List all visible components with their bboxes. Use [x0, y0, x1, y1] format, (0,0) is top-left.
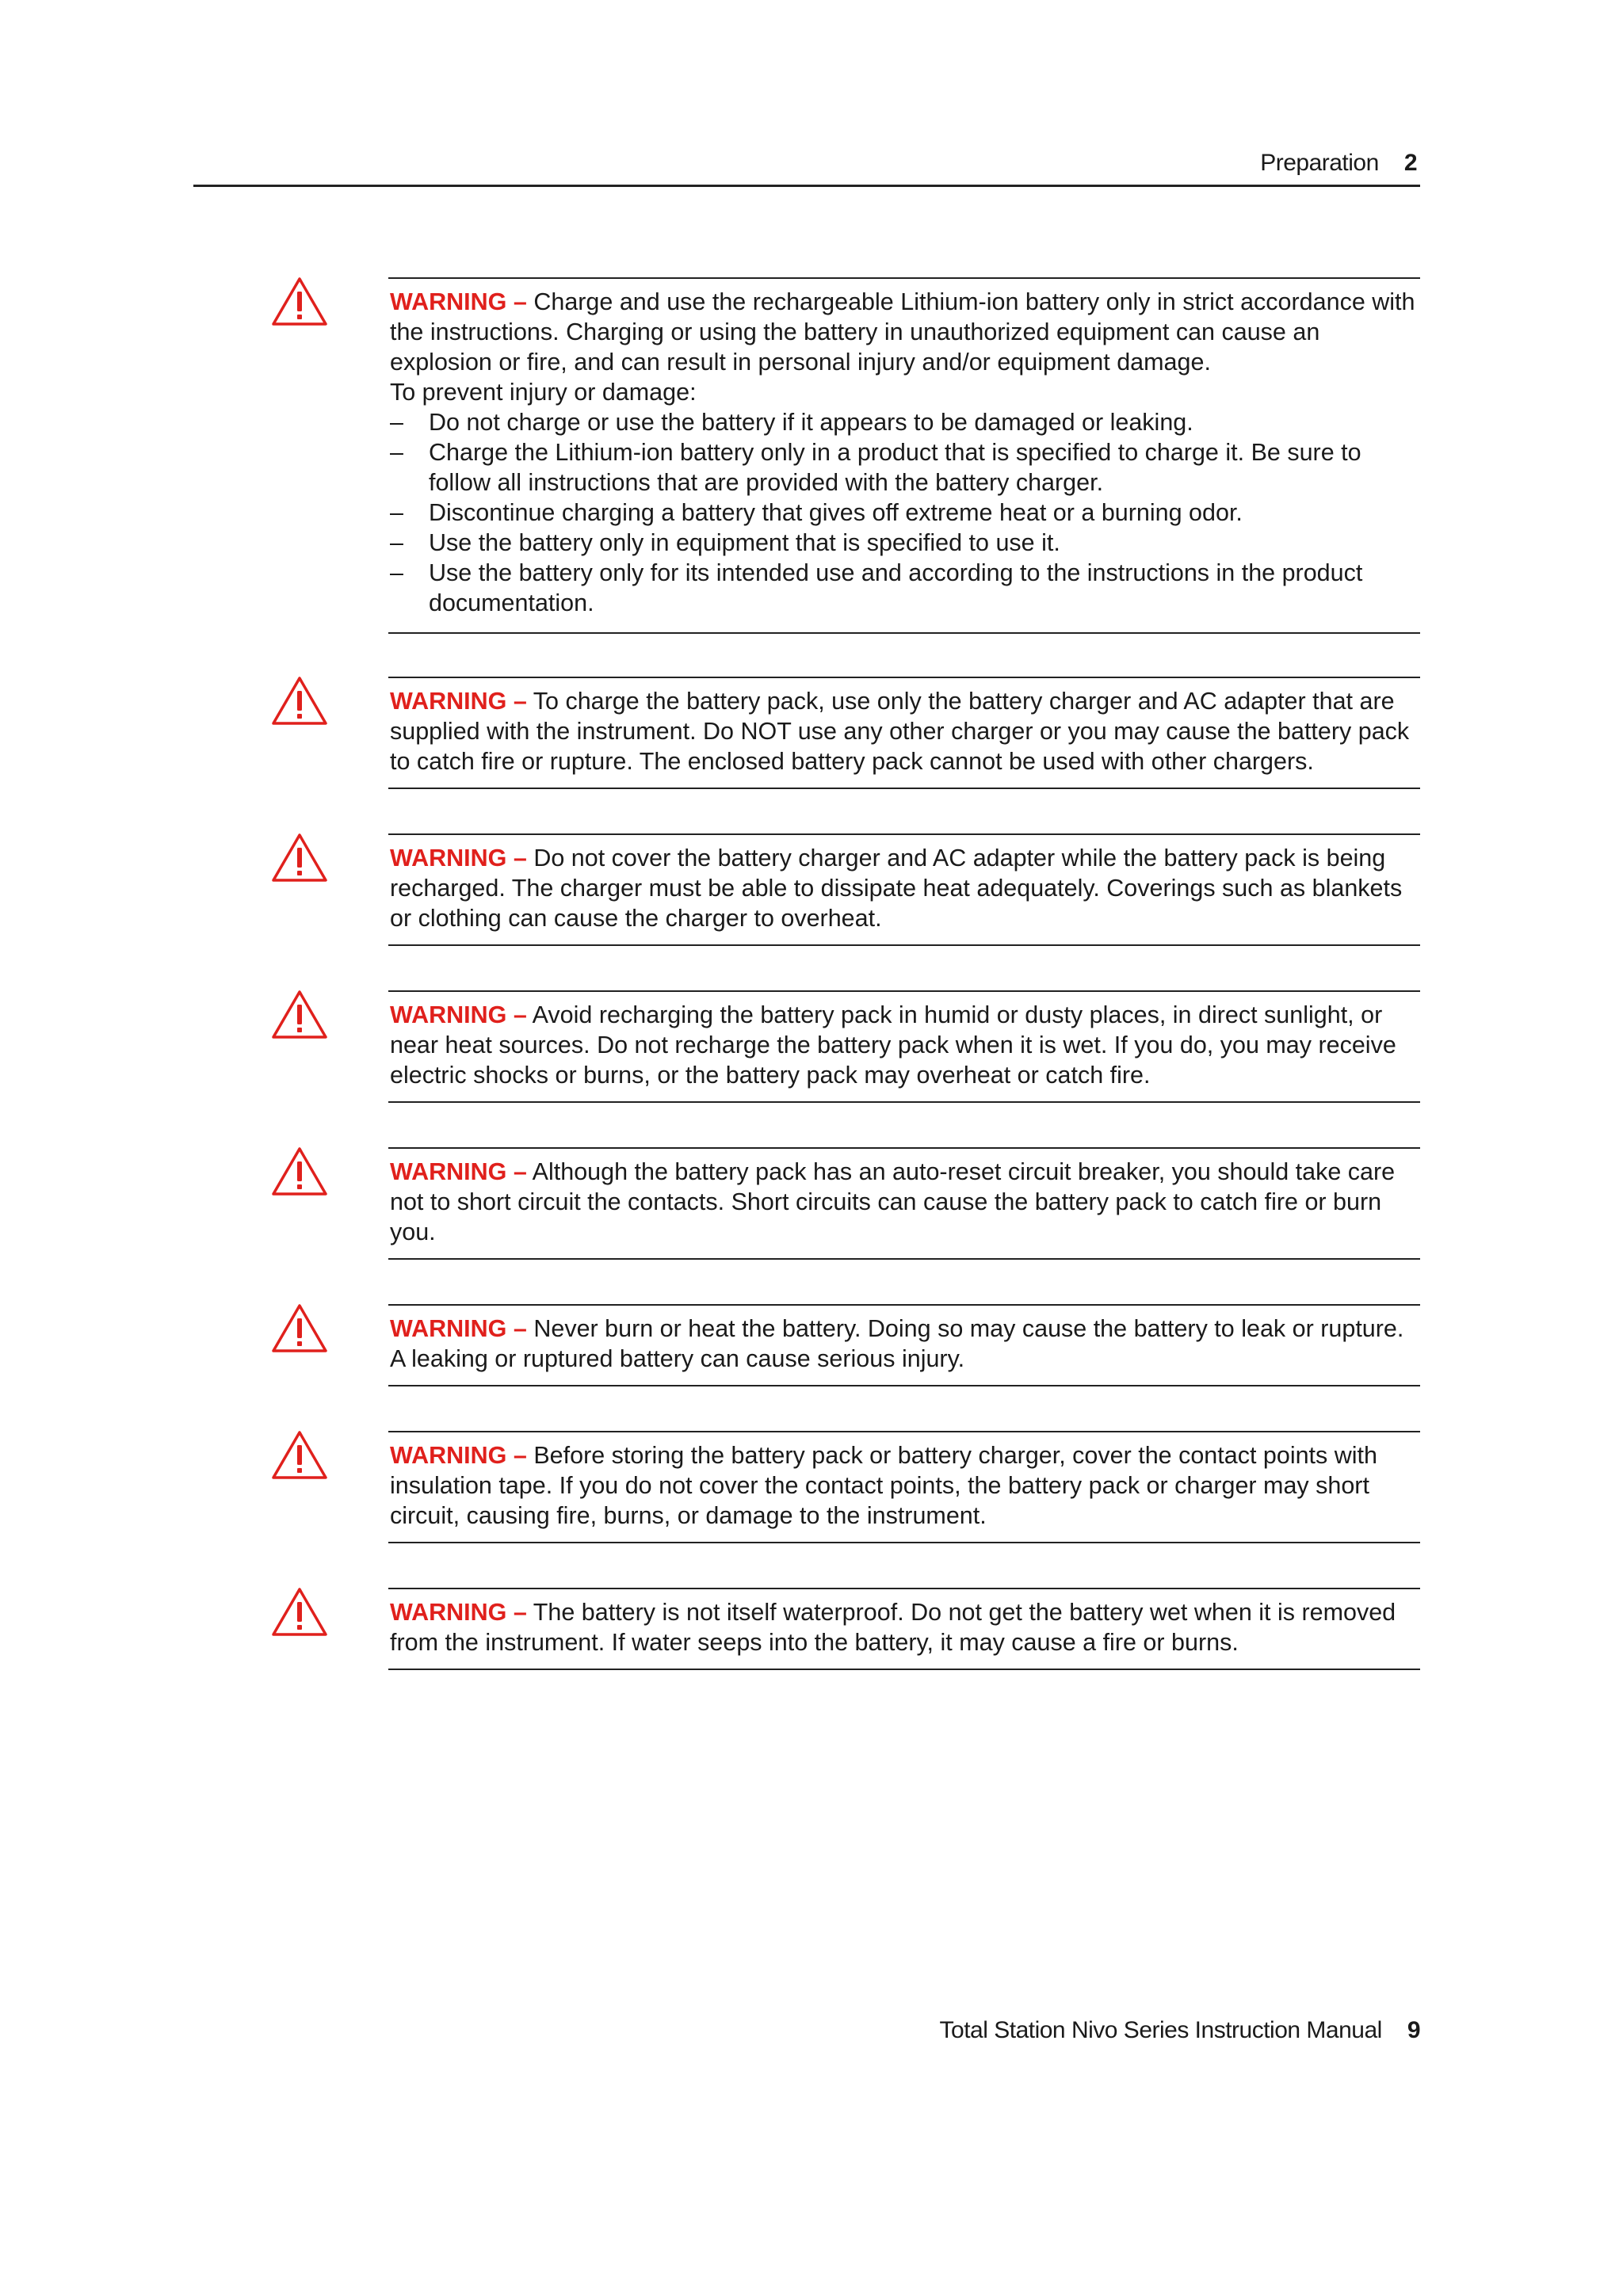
warning-label: WARNING –	[390, 688, 527, 715]
warning-triangle-icon	[271, 989, 328, 1039]
warning-label: WARNING –	[390, 1442, 527, 1469]
list-item: – Use the battery only for its intended use and according to the instructions in the product documentation.	[390, 559, 1363, 616]
footer-page-number: 9	[1407, 2017, 1420, 2043]
warning-triangle-icon	[271, 1429, 328, 1480]
warning-label: WARNING –	[390, 1158, 527, 1185]
list-item: – Use the battery only in equipment that is specified to use it.	[390, 529, 1060, 556]
warning-label: WARNING –	[390, 1599, 527, 1626]
warning-label: WARNING –	[390, 1315, 527, 1342]
warning-text: WARNING – Charge and use the rechargeable Lithium-ion battery only in strict accordance with the instructions. Charging or using the battery in unauthorized equipment can cause an explosion or fire, and can result in personal injury and/or equipment damage.	[390, 288, 1415, 376]
warning-triangle-icon	[271, 1146, 328, 1196]
warning-text: WARNING – Avoid recharging the battery pack in humid or dusty places, in direct sunlight, or near heat sources. Do not recharge the battery pack when it is wet. If you do, you may receive electric shocks or burns, or the battery pack may overheat or catch fire.	[390, 1001, 1396, 1089]
warning-triangle-icon	[271, 832, 328, 883]
warning-triangle-icon	[271, 1586, 328, 1637]
warning-box	[388, 1431, 1420, 1543]
warning-box	[388, 1588, 1420, 1670]
warning-triangle-icon	[271, 276, 328, 326]
list-item: – Do not charge or use the battery if it appears to be damaged or leaking.	[390, 409, 1193, 436]
warning-box	[388, 1304, 1420, 1386]
warning-label: WARNING –	[390, 288, 527, 315]
header-chapter-number: 2	[1403, 150, 1417, 176]
warning-text: WARNING – Never burn or heat the battery. Doing so may cause the battery to leak or rupture. A leaking or ruptured battery can cause serious injury.	[390, 1315, 1404, 1372]
header-section-title: Preparation	[1260, 150, 1379, 176]
warning-box	[388, 990, 1420, 1103]
warning-text: WARNING – Before storing the battery pack or battery charger, cover the contact points with insulation tape. If you do not cover the contact points, the battery pack or charger may short circuit, causing fire, burns, or damage to the instrument.	[390, 1442, 1377, 1529]
warning-text: WARNING – Although the battery pack has an auto-reset circuit breaker, you should take care not to short circuit the contacts. Short circuits can cause the battery pack to catch fire or burn you.	[390, 1158, 1396, 1245]
warning-label: WARNING –	[390, 845, 527, 871]
page-header	[193, 0, 1420, 187]
warning-text: WARNING – To charge the battery pack, use only the battery charger and AC adapter that are supplied with the instrument. Do NOT use any other charger or you may cause the battery pack to catch fire or rupture. The enclosed battery pack cannot be used with other chargers.	[390, 688, 1410, 775]
warning-box	[388, 833, 1420, 946]
warning-bullet-list	[390, 407, 1420, 618]
list-item: – Discontinue charging a battery that gives off extreme heat or a burning odor.	[390, 499, 1243, 526]
warning-box	[388, 277, 1420, 634]
warning-box	[388, 677, 1420, 789]
list-item: – Charge the Lithium-ion battery only in a product that is specified to charge it. Be sure to follow all instructions that are provided with the battery charger.	[390, 439, 1361, 496]
warning-text: WARNING – The battery is not itself waterproof. Do not get the battery wet when it is removed from the instrument. If water seeps into the battery, it may cause a fire or burns.	[390, 1599, 1396, 1656]
warning-text: WARNING – Do not cover the battery charger and AC adapter while the battery pack is being recharged. The charger must be able to dissipate heat adequately. Coverings such as blankets or clothing can cause the charger to overheat.	[390, 845, 1403, 932]
warning-box	[388, 1147, 1420, 1260]
warning-intro: To prevent injury or damage:	[390, 379, 697, 406]
page-footer	[940, 2017, 1420, 2044]
warning-triangle-icon	[271, 1302, 328, 1353]
running-header	[1260, 150, 1417, 177]
warning-triangle-icon	[271, 675, 328, 726]
footer-manual-title: Total Station Nivo Series Instruction Manual	[939, 2017, 1382, 2043]
warning-label: WARNING –	[390, 1001, 527, 1028]
